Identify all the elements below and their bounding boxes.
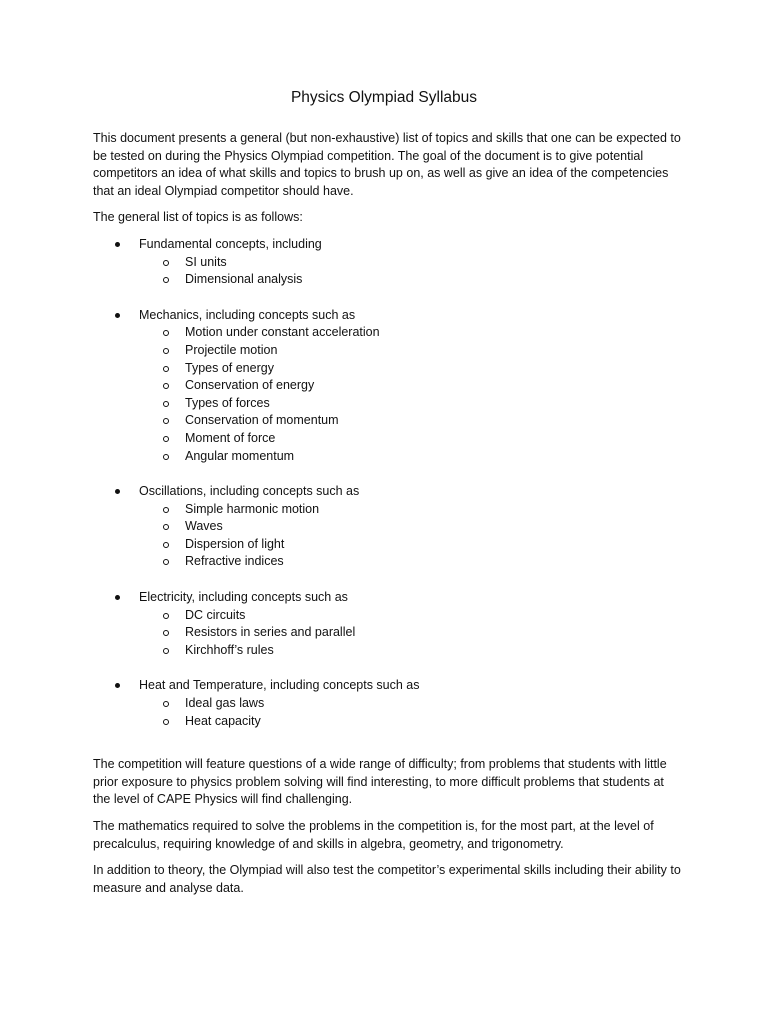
subtopic-label: Resistors in series and parallel [185,625,356,640]
subtopic-item [139,501,683,519]
document-title: Physics Olympiad Syllabus [290,89,478,106]
circle-bullet-icon [163,418,169,424]
subtopic-item [139,695,683,713]
bullet-icon [115,313,120,318]
subtopic-label: Projectile motion [185,342,278,357]
subtopics-list [139,501,683,571]
circle-bullet-icon [163,348,169,354]
subtopic-label: Angular momentum [185,448,295,463]
circle-bullet-icon [163,277,169,283]
subtopic-label: Kirchhoff’s rules [185,642,274,657]
subtopics-list [139,324,683,465]
subtopics-list [139,695,683,730]
circle-bullet-icon [163,383,169,389]
subtopic-label: Types of energy [185,360,274,375]
topic-label: Fundamental concepts, including [139,236,322,251]
circle-bullet-icon [163,524,169,530]
subtopic-item [139,607,683,625]
topic-label: Mechanics, including concepts such as [139,307,356,322]
circle-bullet-icon [163,366,169,372]
subtopic-item [139,254,683,272]
topic-label: Heat and Temperature, including concepts such as [139,678,420,693]
bullet-icon [115,489,120,494]
circle-bullet-icon [163,401,169,407]
subtopic-item [139,536,683,554]
subtopics-list [139,607,683,660]
topic-item [93,483,683,571]
circle-bullet-icon [163,648,169,654]
circle-bullet-icon [163,436,169,442]
topic-label: Electricity, including concepts such as [139,590,348,605]
subtopic-item [139,360,683,378]
subtopic-item [139,448,683,466]
subtopic-item [139,430,683,448]
document-body [93,130,683,906]
subtopic-label: DC circuits [185,607,246,622]
subtopic-label: Motion under constant acceleration [185,325,380,340]
topic-item [93,677,683,730]
circle-bullet-icon [163,559,169,565]
subtopic-label: Conservation of energy [185,378,315,393]
subtopic-label: Dimensional analysis [185,272,303,287]
subtopics-list [139,254,683,289]
subtopic-label: Conservation of momentum [185,413,339,428]
circle-bullet-icon [163,719,169,725]
subtopic-item [139,324,683,342]
topic-item [93,236,683,289]
circle-bullet-icon [163,701,169,707]
subtopic-label: Moment of force [185,430,276,445]
subtopic-item [139,642,683,660]
circle-bullet-icon [163,260,169,266]
mathematics-paragraph: The mathematics required to solve the problems in the competition is, for the most part, at the level of precalculus, requiring knowledge of and skills in algebra, geometry, and trigonometry. [93,819,654,851]
bullet-icon [115,595,120,600]
circle-bullet-icon [163,507,169,513]
difficulty-paragraph: The competition will feature questions of a wide range of difficulty; from problems that students with little prior exposure to physics problem solving will find interesting, to more difficult problems that students at the level of CAPE Physics will find challenging. [93,757,667,807]
experimental-skills-paragraph: In addition to theory, the Olympiad will also test the competitor’s experimental skills including their ability to measure and analyse data. [93,863,681,895]
topics-intro: The general list of topics is as follows: [93,210,303,225]
subtopic-label: SI units [185,254,227,269]
intro-paragraph: This document presents a general (but non-exhaustive) list of topics and skills that one can be expected to be tested on during the Physics Olympiad competition. The goal of the document is to give potential competitors an idea of what skills and topics to brush up on, as well as give an idea of the competencies that an ideal Olympiad competitor should have. [93,131,681,198]
circle-bullet-icon [163,630,169,636]
circle-bullet-icon [163,542,169,548]
subtopic-item [139,553,683,571]
subtopic-label: Heat capacity [185,713,261,728]
subtopic-item [139,624,683,642]
circle-bullet-icon [163,330,169,336]
subtopic-item [139,713,683,731]
subtopic-label: Dispersion of light [185,536,285,551]
subtopic-label: Types of forces [185,395,270,410]
bullet-icon [115,242,120,247]
subtopic-label: Ideal gas laws [185,696,265,711]
topic-label: Oscillations, including concepts such as [139,484,360,499]
topic-item [93,589,683,659]
circle-bullet-icon [163,454,169,460]
bullet-icon [115,683,120,688]
subtopic-item [139,271,683,289]
subtopic-label: Refractive indices [185,554,284,569]
topics-list [93,236,683,730]
subtopic-item [139,377,683,395]
topic-item [93,307,683,465]
subtopic-item [139,518,683,536]
subtopic-item [139,342,683,360]
subtopic-label: Simple harmonic motion [185,501,320,516]
subtopic-item [139,412,683,430]
circle-bullet-icon [163,613,169,619]
subtopic-label: Waves [185,519,223,534]
subtopic-item [139,395,683,413]
